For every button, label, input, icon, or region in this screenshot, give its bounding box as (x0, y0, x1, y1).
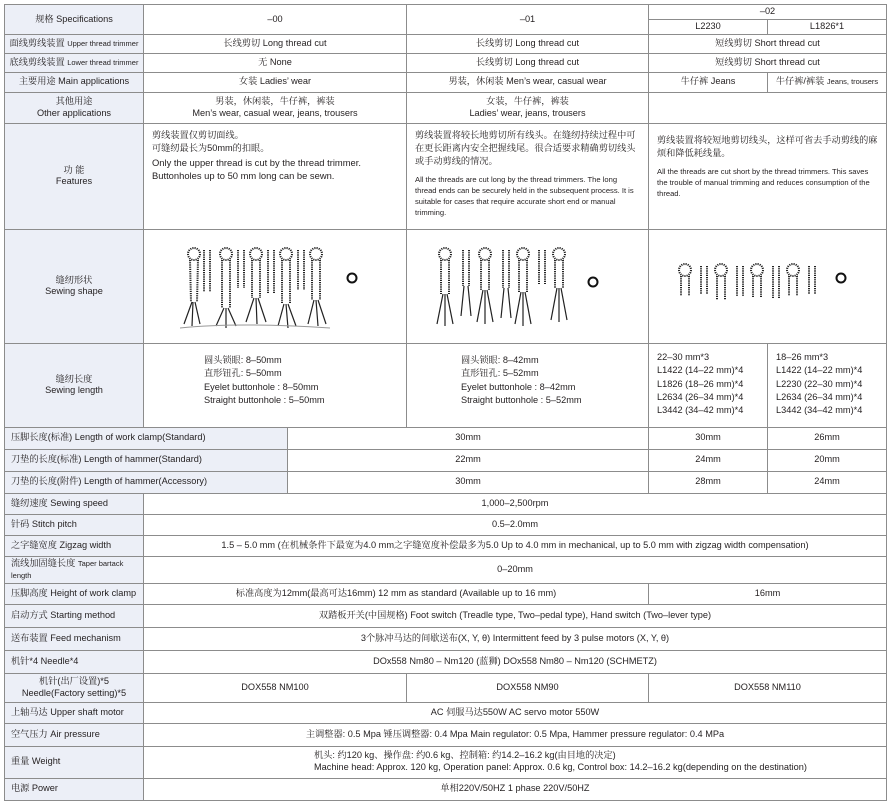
other-apps-02 (649, 92, 887, 123)
main-apps-01: 男装，休闲装 Men’s wear, casual wear (407, 72, 649, 92)
lower-trimmer-label: 底线剪线装置 Lower thread trimmer (5, 53, 144, 72)
upper-shaft-motor-value: AC 伺服马达550W AC servo motor 550W (144, 702, 887, 723)
clamp-height-00-01: 标准高度为12mm(最高可达16mm) 12 mm as standard (Available up to 16 mm) (144, 583, 649, 604)
work-clamp-02b: 26mm (768, 427, 887, 449)
buttonhole-shapes-illustration (673, 256, 863, 316)
zigzag-label: 之字缝宽度 Zigzag width (5, 535, 144, 556)
sewing-length-00: 圆头锁眼: 8–50mm 直形钮孔: 5–50mm Eyelet buttonhole : 8–50mm Straight buttonhole : 5–50mm (144, 343, 407, 427)
header-col-02: –02 (649, 5, 887, 20)
needle-factory-00: DOX558 NM100 (144, 673, 407, 702)
starting-method-label: 启动方式 Starting method (5, 604, 144, 627)
header-sub-l2230: L2230 (649, 19, 768, 34)
needle-label: 机针*4 Needle*4 (5, 650, 144, 673)
sewing-shape-00 (144, 229, 407, 343)
header-col-00: –00 (144, 5, 407, 35)
clamp-height-02: 16mm (649, 583, 887, 604)
hammer-standard-label: 刀垫的长度(标准) Length of hammer(Standard) (5, 449, 288, 471)
stitch-pitch-label: 针码 Stitch pitch (5, 514, 144, 535)
feed-mechanism-label: 送布装置 Feed mechanism (5, 627, 144, 650)
features-01: 剪线装置将较长地剪切所有线头。在缝纫持续过程中可在更长距离内安全把握线尾。很合适要求精确剪切线头或手动剪线的情况。 All the threads are cut long by the thread trimmers. The long thread ends can be securely held in the subsequent process. It is suitable for cases that require accurate short end or manual trimming. (407, 123, 649, 229)
starting-method-value: 双踏板开关(中国规格) Foot switch (Treadle type, Two–pedal type), Hand switch (Two–lever type) (144, 604, 887, 627)
upper-shaft-motor-label: 上轴马达 Upper shaft motor (5, 702, 144, 723)
features-00: 剪线装置仅剪切面线。 可缝纫最长为50mm的扣眼。 Only the upper thread is cut by the thread trimmer. Buttonholes up to 50 mm long can be sewn. (144, 123, 407, 229)
hammer-standard-00-01: 22mm (288, 449, 649, 471)
sewing-length-02b: 18–26 mm*3 L1422 (14–22 mm)*4 L2230 (22–30 mm)*4 L2634 (26–34 mm)*4 L3442 (34–42 mm)*4 (768, 343, 887, 427)
weight-label: 重量 Weight (5, 746, 144, 778)
clamp-height-label: 压脚高度 Height of work clamp (5, 583, 144, 604)
upper-trimmer-01: 长线剪切 Long thread cut (407, 34, 649, 53)
sewing-length-01: 圆头锁眼: 8–42mm 直形钮孔: 5–52mm Eyelet buttonhole : 8–42mm Straight buttonhole : 5–52mm (407, 343, 649, 427)
hammer-accessory-02b: 24mm (768, 471, 887, 493)
work-clamp-00-01: 30mm (288, 427, 649, 449)
needle-value: DOx558 Nm80 – Nm120 (蓝狮) DOx558 Nm80 – Nm120 (SCHMETZ) (144, 650, 887, 673)
upper-trimmer-label: 面线剪线装置 Upper thread trimmer (5, 34, 144, 53)
work-clamp-02a: 30mm (649, 427, 768, 449)
power-label: 电源 Power (5, 778, 144, 800)
hammer-standard-02b: 20mm (768, 449, 887, 471)
sewing-shape-label: 缝纫形状 Sewing shape (5, 229, 144, 343)
main-apps-02a: 牛仔裤 Jeans (649, 72, 768, 92)
lower-trimmer-02: 短线剪切 Short thread cut (649, 53, 887, 72)
sewing-shape-02 (649, 229, 887, 343)
needle-factory-01: DOX558 NM90 (407, 673, 649, 702)
hammer-standard-02a: 24mm (649, 449, 768, 471)
header-sub-l1826: L1826*1 (768, 19, 887, 34)
buttonhole-shapes-illustration (433, 242, 623, 330)
lower-trimmer-01: 长线剪切 Long thread cut (407, 53, 649, 72)
needle-factory-02: DOX558 NM110 (649, 673, 887, 702)
lower-trimmer-00: 无 None (144, 53, 407, 72)
upper-trimmer-00: 长线剪切 Long thread cut (144, 34, 407, 53)
air-pressure-value: 主调整器: 0.5 Mpa 锤压调整器: 0.4 Mpa Main regulator: 0.5 Mpa, Hammer pressure regulator: 0.4 MPa (144, 723, 887, 746)
hammer-accessory-00-01: 30mm (288, 471, 649, 493)
hammer-accessory-label: 刀垫的长度(附件) Length of hammer(Accessory) (5, 471, 288, 493)
other-apps-01: 女装，牛仔裤，裤装 Ladies’ wear, jeans, trousers (407, 92, 649, 123)
header-col-01: –01 (407, 5, 649, 35)
sewing-length-02a: 22–30 mm*3 L1422 (14–22 mm)*4 L1826 (18–26 mm)*4 L2634 (26–34 mm)*4 L3442 (34–42 mm)*4 (649, 343, 768, 427)
features-label: 功 能 Features (5, 123, 144, 229)
specifications-table (4, 4, 887, 801)
header-label: 规格 Specifications (5, 5, 144, 35)
weight-value: 机头: 约120 kg、操作盘: 约0.6 kg、控制箱: 约14.2–16.2 kg(由目地的决定) Machine head: Approx. 120 kg, Operation panel: Approx. 0.6 kg, Control box: 14.2–16.2 kg(depending on the destination) (144, 746, 887, 778)
work-clamp-label: 压脚长度(标准) Length of work clamp(Standard) (5, 427, 288, 449)
sewing-speed-label: 缝纫速度 Sewing speed (5, 493, 144, 514)
feed-mechanism-value: 3个脉冲马达的间歇送布(X, Y, θ) Intermittent feed by 3 pulse motors (X, Y, θ) (144, 627, 887, 650)
main-apps-02b: 牛仔裤/裤装 Jeans, trousers (768, 72, 887, 92)
other-apps-00: 男装，休闲装，牛仔裤，裤装 Men’s wear, casual wear, jeans, trousers (144, 92, 407, 123)
sewing-length-label: 缝纫长度 Sewing length (5, 343, 144, 427)
power-value: 单相220V/50HZ 1 phase 220V/50HZ (144, 778, 887, 800)
other-apps-label: 其他用途 Other applications (5, 92, 144, 123)
features-02: 剪线装置将较短地剪切线头，这样可省去手动剪线的麻烦和降低耗线量。 All the threads are cut short by the thread trimmers. This saves the trouble of manual trimming and reduces consumption of the thread. (649, 123, 887, 229)
stitch-pitch-value: 0.5–2.0mm (144, 514, 887, 535)
taper-label: 流线加固缝长度 Taper bartack length (5, 556, 144, 583)
upper-trimmer-02: 短线剪切 Short thread cut (649, 34, 887, 53)
air-pressure-label: 空气压力 Air pressure (5, 723, 144, 746)
taper-value: 0–20mm (144, 556, 887, 583)
buttonhole-shapes-illustration (180, 242, 370, 330)
sewing-speed-value: 1,000–2,500rpm (144, 493, 887, 514)
zigzag-value: 1.5 – 5.0 mm (在机械条件下最宽为4.0 mm之字缝宽度补偿最多为5.0 Up to 4.0 mm in mechanical, up to 5.0 mm with zigzag width compensation) (144, 535, 887, 556)
main-apps-label: 主要用途 Main applications (5, 72, 144, 92)
needle-factory-label: 机针(出厂设置)*5 Needle(Factory setting)*5 (5, 673, 144, 702)
sewing-shape-01 (407, 229, 649, 343)
main-apps-00: 女装 Ladies’ wear (144, 72, 407, 92)
hammer-accessory-02a: 28mm (649, 471, 768, 493)
